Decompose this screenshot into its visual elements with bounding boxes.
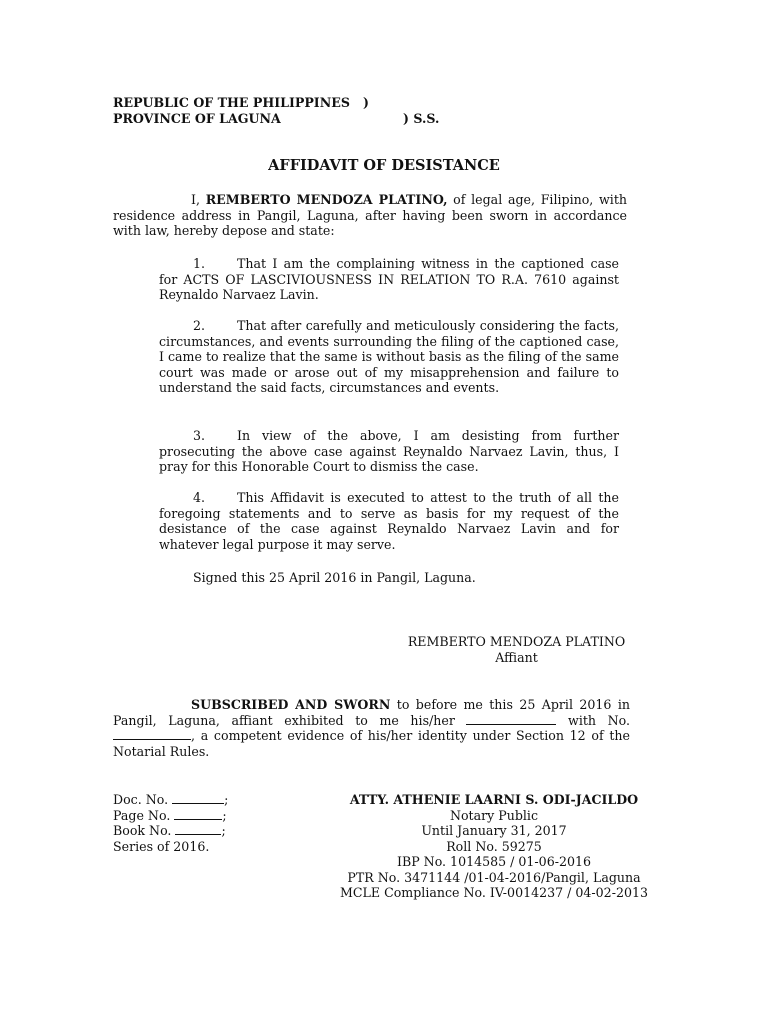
affiant-role: Affiant bbox=[495, 649, 538, 665]
document-title: AFFIDAVIT OF DESISTANCE bbox=[268, 157, 500, 174]
notary-name: ATTY. ATHENIE LAARNI S. ODI-JACILDO bbox=[349, 792, 639, 807]
notary-ptr: PTR No. 3471144 /01-04-2016/Pangil, Laguna bbox=[347, 869, 641, 885]
series: Series of 2016. bbox=[113, 838, 210, 854]
caption-paren: ) bbox=[363, 95, 369, 110]
notary-ibp: IBP No. 1014585 / 01-06-2016 bbox=[396, 854, 592, 869]
notary-block bbox=[310, 792, 678, 901]
caption-ss: ) S.S. bbox=[403, 110, 440, 126]
doc-no: Doc. No. ; bbox=[113, 792, 229, 807]
venue-caption bbox=[113, 95, 440, 126]
signed-line: Signed this 25 April 2016 in Pangil, Laguna. bbox=[193, 570, 476, 585]
intro-paragraph: I, REMBERTO MENDOZA PLATINO, of legal age, Filipino, with residence address in Pangil, Laguna, after having been sworn in accordance with law, hereby depose and state: bbox=[113, 192, 627, 238]
jurat-paragraph: SUBSCRIBED AND SWORN to before me this 25 April 2016 in Pangil, Laguna, affiant exhibited to me his/her with No. , a competent evidence of his/her identity under Section 12 of the Notarial Rules. bbox=[113, 697, 630, 759]
doc-refs bbox=[113, 792, 228, 854]
affiant-name: REMBERTO MENDOZA PLATINO bbox=[407, 634, 626, 649]
notary-mcle: MCLE Compliance No. IV-0014237 / 04-02-2013 bbox=[340, 885, 648, 900]
caption-line-republic: REPUBLIC OF THE PHILIPPINES ) bbox=[113, 95, 369, 110]
notary-title: Notary Public bbox=[449, 807, 539, 823]
notary-roll: Roll No. 59275 bbox=[446, 838, 542, 854]
caption-line-province: PROVINCE OF LAGUNA ) S.S. bbox=[113, 110, 440, 126]
page-no: Page No. ; bbox=[113, 807, 227, 823]
book-no: Book No. ; bbox=[113, 823, 226, 838]
item-1: 1. That I am the complaining witness in the captioned case for ACTS OF LASCIVIOUSNESS IN RELATION TO R.A. 7610 against Reynaldo Narvaez Lavin. bbox=[159, 256, 619, 302]
item-4: 4. This Affidavit is executed to attest to the truth of all the foregoing statements and to serve as basis for my request of the desistance of the case against Reynaldo Narvaez Lavin and for whatever legal purpose it may serve. bbox=[159, 490, 619, 552]
item-3: 3. In view of the above, I am desisting from further prosecuting the above case against Reynaldo Narvaez Lavin, thus, I pray for this Honorable Court to dismiss the case. bbox=[159, 428, 619, 474]
affiant-name-inline: REMBERTO MENDOZA PLATINO, bbox=[205, 192, 448, 207]
affiant-signature-block bbox=[384, 634, 649, 665]
item-2: 2. That after carefully and meticulously considering the facts, circumstances, and events surrounding the filing of the captioned case, I came to realize that the same is without basis as the filing of the same court was made or arose out of my misapprehension and failure to understand the said facts, circumstances and events. bbox=[159, 318, 619, 395]
id-number-blank bbox=[113, 728, 191, 740]
notary-until: Until January 31, 2017 bbox=[421, 823, 567, 838]
id-type-blank bbox=[466, 713, 556, 725]
